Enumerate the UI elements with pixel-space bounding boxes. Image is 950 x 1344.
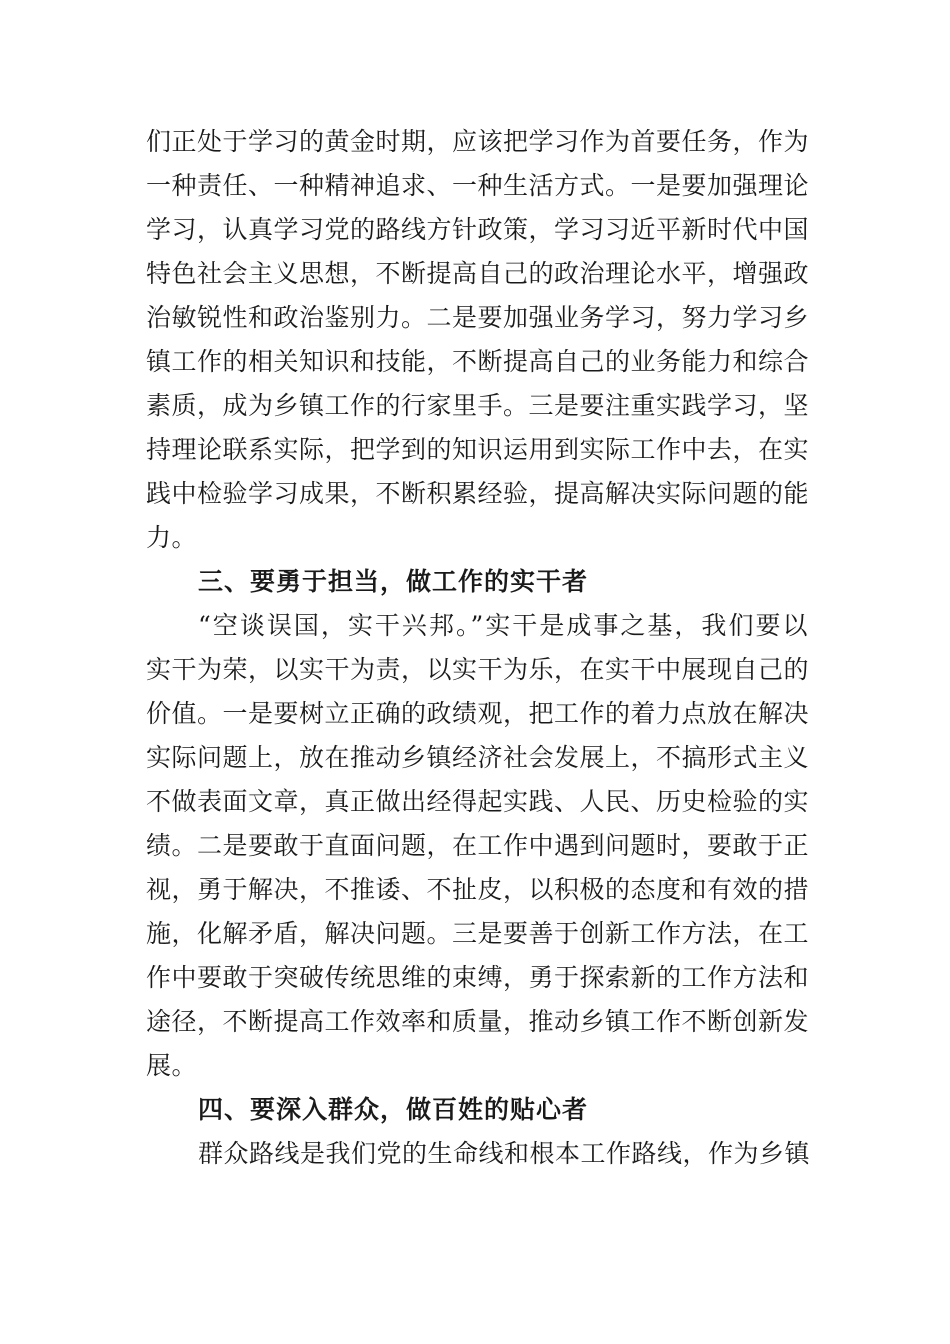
section-2-paragraph	[146, 120, 808, 560]
paragraph-line: 作中要敢于突破传统思维的束缚，勇于探索新的工作方法和	[146, 963, 810, 992]
paragraph-line: 治敏锐性和政治鉴别力。二是要加强业务学习，努力学习乡	[146, 303, 810, 332]
document-body	[146, 120, 811, 1176]
paragraph-line: 不做表面文章，真正做出经得起实践、人民、历史检验的实	[146, 787, 810, 816]
section-3-paragraph	[146, 604, 808, 1088]
section-4-heading: 四、要深入群众，做百姓的贴心者	[198, 1095, 589, 1124]
section-3-heading: 三、要勇于担当，做工作的实干者	[198, 567, 589, 596]
paragraph-line: 施，化解矛盾，解决问题。三是要善于创新工作方法，在工	[146, 919, 810, 948]
paragraph-line: 实干为荣，以实干为责，以实干为乐，在实干中展现自己的	[146, 655, 810, 684]
paragraph-line: 群众路线是我们党的生命线和根本工作路线，作为乡镇	[198, 1139, 811, 1168]
paragraph-line: 实际问题上，放在推动乡镇经济社会发展上，不搞形式主义	[146, 743, 810, 772]
paragraph-line: 途径，不断提高工作效率和质量，推动乡镇工作不断创新发	[146, 1007, 810, 1036]
paragraph-line: 特色社会主义思想，不断提高自己的政治理论水平，增强政	[146, 259, 810, 288]
paragraph-line: 镇工作的相关知识和技能，不断提高自己的业务能力和综合	[146, 347, 810, 376]
paragraph-line: 力。	[146, 523, 198, 552]
paragraph-line: 价值。一是要树立正确的政绩观，把工作的着力点放在解决	[146, 699, 810, 728]
paragraph-line: 视，勇于解决，不推诿、不扯皮，以积极的态度和有效的措	[146, 875, 810, 904]
section-4-paragraph	[146, 1132, 811, 1176]
paragraph-line: 持理论联系实际，把学到的知识运用到实际工作中去，在实	[146, 435, 810, 464]
paragraph-line: 学习，认真学习党的路线方针政策，学习习近平新时代中国	[146, 215, 810, 244]
paragraph-line: 绩。二是要敢于直面问题，在工作中遇到问题时，要敢于正	[146, 831, 810, 860]
paragraph-line: 展。	[146, 1051, 198, 1080]
paragraph-line: 素质，成为乡镇工作的行家里手。三是要注重实践学习，坚	[146, 391, 810, 420]
paragraph-line: 一种责任、一种精神追求、一种生活方式。一是要加强理论	[146, 171, 810, 200]
paragraph-line: “空谈误国，实干兴邦。”实干是成事之基，我们要以	[198, 611, 808, 640]
paragraph-line: 们正处于学习的黄金时期，应该把学习作为首要任务，作为	[146, 127, 810, 156]
paragraph-line: 践中检验学习成果，不断积累经验，提高解决实际问题的能	[146, 479, 810, 508]
